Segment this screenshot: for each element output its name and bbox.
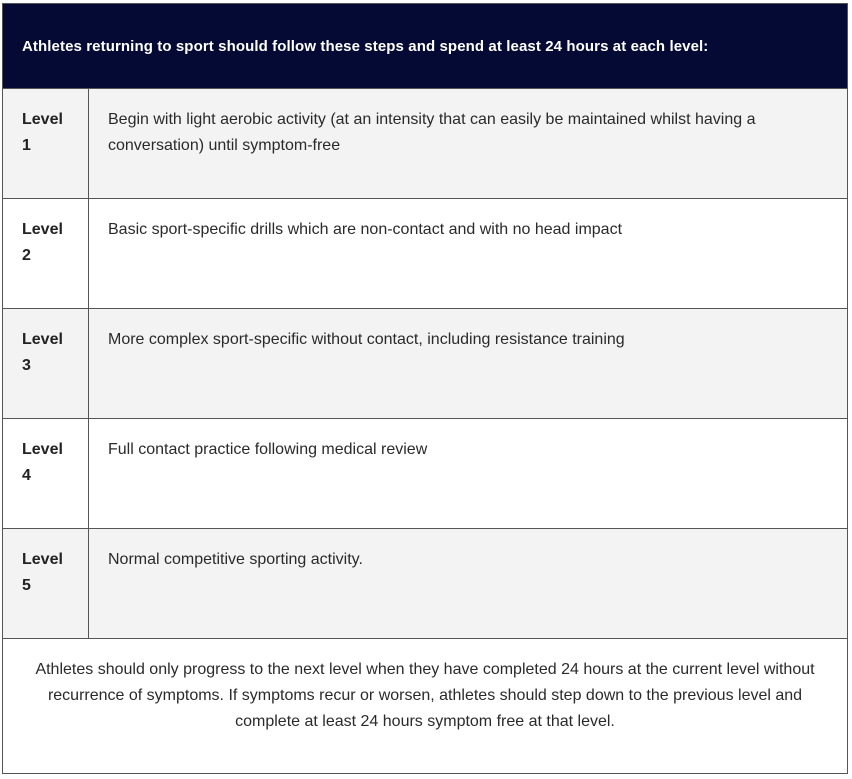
level-description: Normal competitive sporting activity.	[108, 551, 363, 568]
table-header-title: Athletes returning to sport should follow these steps and spend at least 24 hours at each level:	[22, 37, 709, 55]
level-description: Basic sport-specific drills which are non-contact and with no head impact	[108, 221, 623, 238]
table-row-level-1	[3, 88, 847, 198]
table-header	[3, 4, 847, 88]
level-label-cell	[3, 419, 89, 528]
level-number: 4	[22, 467, 31, 484]
table-footer-note	[3, 638, 847, 773]
footer-note-text: Athletes should only progress to the next level when they have completed 24 hours at the current level without recurrence of symptoms. If symptoms recur or worsen, athletes should step down to the previous level and complete at least 24 hours symptom free at that level.	[35, 661, 815, 730]
table-row-level-5	[3, 528, 847, 638]
level-word: Level	[22, 551, 63, 568]
level-word: Level	[22, 441, 63, 458]
level-word: Level	[22, 111, 63, 128]
level-label-cell	[3, 309, 89, 418]
level-description: Full contact practice following medical review	[108, 441, 428, 458]
level-number: 3	[22, 357, 31, 374]
level-number: 1	[22, 137, 31, 154]
table-row-level-4	[3, 418, 847, 528]
level-label-cell	[3, 89, 89, 198]
level-word: Level	[22, 331, 63, 348]
level-number: 5	[22, 577, 31, 594]
return-to-sport-table	[2, 3, 848, 774]
level-description: Begin with light aerobic activity (at an intensity that can easily be maintained whilst having a conversation) until symptom-free	[108, 111, 756, 154]
level-description: More complex sport-specific without contact, including resistance training	[108, 331, 625, 348]
table-row-level-2	[3, 198, 847, 308]
level-label-cell	[3, 529, 89, 638]
level-label-cell	[3, 199, 89, 308]
table-row-level-3	[3, 308, 847, 418]
level-number: 2	[22, 247, 31, 264]
level-word: Level	[22, 221, 63, 238]
